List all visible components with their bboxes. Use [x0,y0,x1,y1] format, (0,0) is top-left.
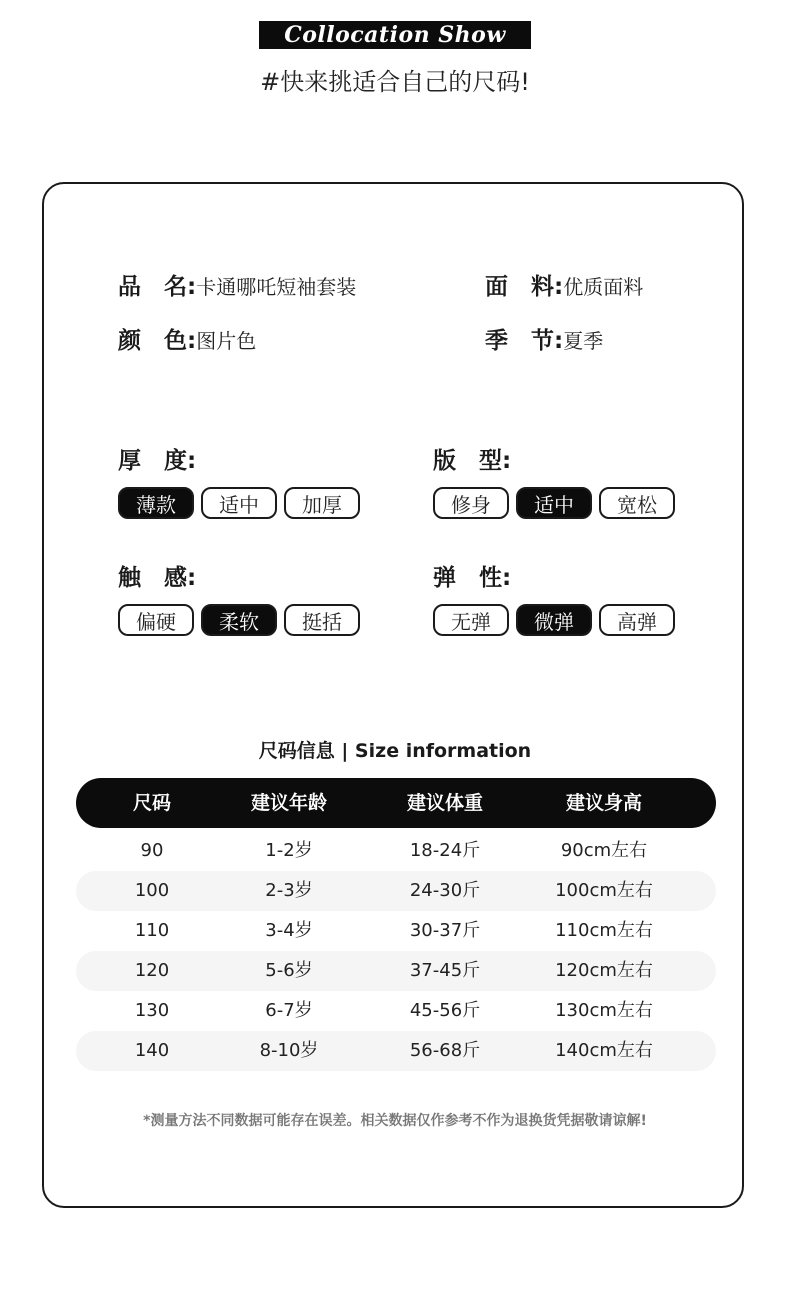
thickness-option-medium: 适中 [201,487,277,519]
color-value: 图片色 [196,329,257,353]
collocation-show-banner: Collocation Show [259,21,531,49]
table-row [76,911,716,951]
elasticity-option-none: 无弹 [433,604,509,636]
product-name-value: 卡通哪吒短袖套装 [196,275,357,299]
cell-size: 110 [134,920,170,941]
elasticity-option-slight: 微弹 [516,604,592,636]
fabric-value: 优质面料 [563,275,644,299]
cell-age: 3-4岁 [265,920,313,941]
fit-option-regular: 适中 [516,487,592,519]
cell-weight: 45-56斤 [409,1000,481,1021]
thickness-option-thin: 薄款 [118,487,194,519]
product-name-row [118,268,356,301]
fit-option-slim: 修身 [433,487,509,519]
season-value: 夏季 [563,329,604,353]
cell-height: 110cm左右 [555,920,653,941]
size-info-title: 尺码信息 | Size information [258,740,532,762]
cell-age: 8-10岁 [259,1040,319,1061]
touch-label: 触 感: [118,565,197,591]
elasticity-label: 弹 性: [433,565,512,591]
table-row [76,1031,716,1071]
cell-height: 90cm左右 [560,840,648,861]
cell-size: 140 [134,1040,170,1061]
table-row [76,991,716,1031]
season-row [485,322,603,355]
cell-age: 5-6岁 [265,960,313,981]
cell-height: 140cm左右 [555,1040,653,1061]
fabric-key: 面 料: [485,274,564,300]
cell-height: 120cm左右 [555,960,653,981]
header-age: 建议年龄 [250,792,327,814]
cell-size: 120 [134,960,170,981]
header-height: 建议身高 [565,792,642,814]
color-row [118,322,256,355]
thickness-label: 厚 度: [118,448,197,474]
cell-height: 100cm左右 [555,880,653,901]
fit-option-loose: 宽松 [599,487,675,519]
thickness-option-thick: 加厚 [284,487,360,519]
cell-weight: 24-30斤 [409,880,481,901]
cell-size: 90 [140,840,164,861]
cell-weight: 56-68斤 [409,1040,481,1061]
header-weight: 建议体重 [406,792,483,814]
season-key: 季 节: [485,328,564,354]
cell-size: 130 [134,1000,170,1021]
elasticity-option-high: 高弹 [599,604,675,636]
tagline: #快来挑适合自己的尺码! [260,68,530,96]
table-row [76,871,716,911]
color-key: 颜 色: [118,328,197,354]
cell-weight: 30-37斤 [409,920,481,941]
cell-height: 130cm左右 [555,1000,653,1021]
cell-age: 1-2岁 [265,840,313,861]
product-name-key: 品 名: [118,274,197,300]
fabric-row [485,268,643,301]
touch-option-crisp: 挺括 [284,604,360,636]
size-table-header [76,778,716,828]
cell-weight: 18-24斤 [409,840,481,861]
fit-label: 版 型: [433,448,512,474]
table-row [76,951,716,991]
touch-option-soft: 柔软 [201,604,277,636]
cell-age: 6-7岁 [265,1000,313,1021]
cell-age: 2-3岁 [265,880,313,901]
touch-option-hard: 偏硬 [118,604,194,636]
table-row [76,831,716,871]
cell-weight: 37-45斤 [409,960,481,981]
disclaimer-note: *测量方法不同数据可能存在误差。相关数据仅作参考不作为退换货凭据敬请谅解! [143,1113,647,1129]
cell-size: 100 [134,880,170,901]
header-size: 尺码 [132,792,171,814]
